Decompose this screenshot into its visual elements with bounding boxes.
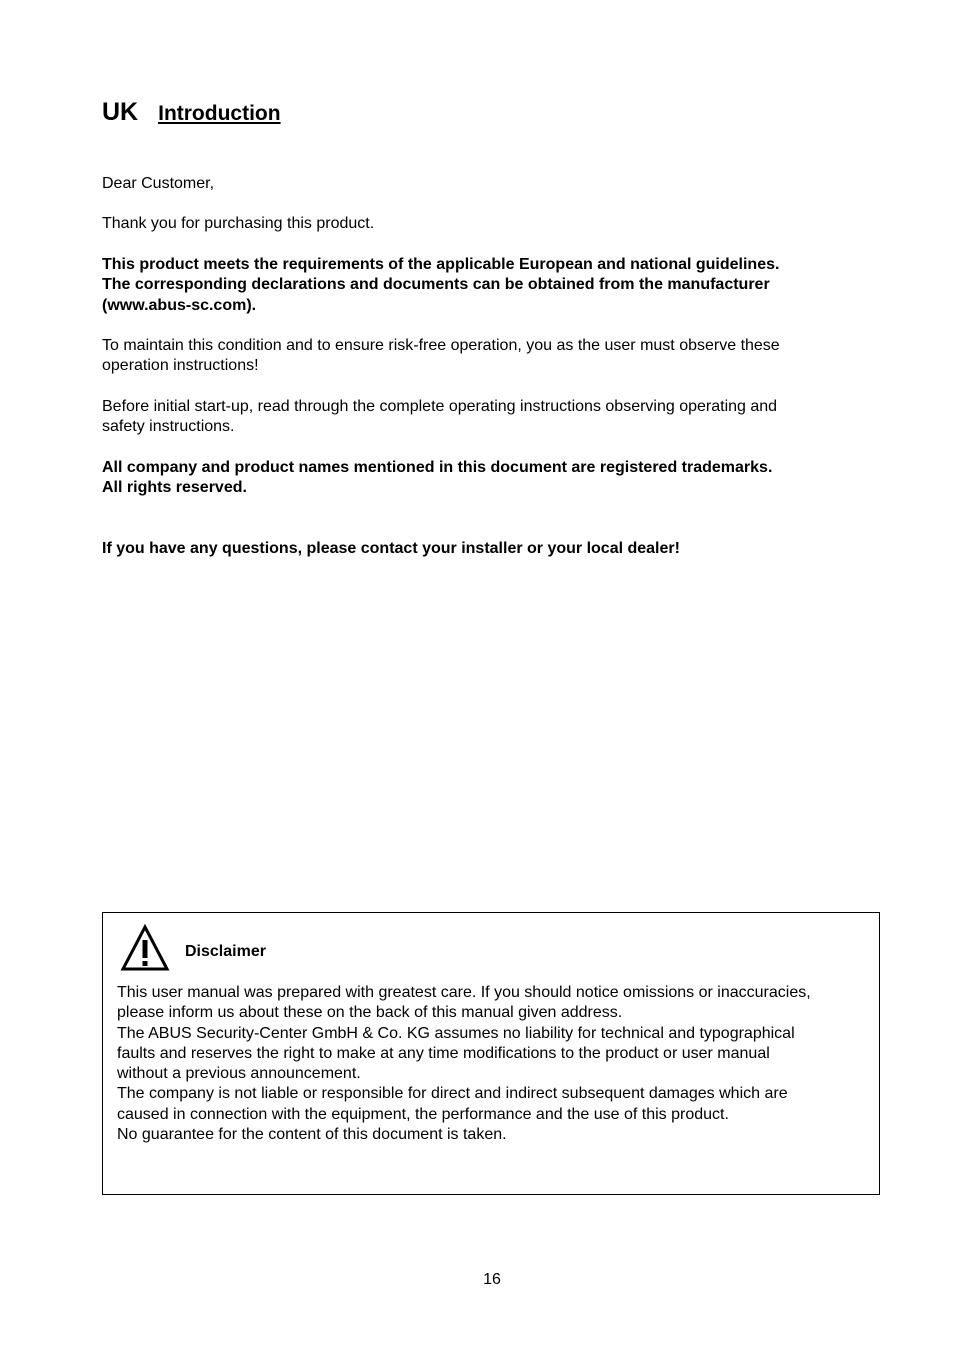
disclaimer-title: Disclaimer: [185, 943, 266, 960]
page-number: 16: [483, 1271, 501, 1288]
disclaimer-line: without a previous announcement.: [117, 1065, 361, 1083]
paragraph-line: operation instructions!: [102, 357, 259, 375]
disclaimer-line: please inform us about these on the back of this manual given address.: [117, 1004, 623, 1022]
paragraph-line: (www.abus-sc.com).: [102, 296, 257, 314]
disclaimer-line: caused in connection with the equipment, the performance and the use of this product.: [117, 1105, 729, 1123]
language-code: UK: [102, 98, 139, 126]
warning-triangle-icon: [120, 924, 170, 972]
disclaimer-line: No guarantee for the content of this document is taken.: [117, 1126, 507, 1144]
paragraph-line: All rights reserved.: [102, 479, 247, 497]
startup-paragraph: [102, 397, 892, 438]
disclaimer-line: faults and reserves the right to make at any time modifications to the product or user manual: [117, 1044, 770, 1062]
section-heading: [102, 98, 281, 127]
salutation: Dear Customer,: [102, 175, 215, 192]
maintain-paragraph: [102, 336, 892, 377]
paragraph-line: safety instructions.: [102, 418, 235, 436]
paragraph-line: All company and product names mentioned in this document are registered trademarks.: [102, 459, 773, 476]
disclaimer-line: The company is not liable or responsible for direct and indirect subsequent damages which are: [117, 1085, 788, 1103]
compliance-paragraph: [102, 255, 892, 316]
trademark-paragraph: [102, 458, 892, 499]
disclaimer-line: This user manual was prepared with greatest care. If you should notice omissions or inaccuracies,: [117, 984, 811, 1001]
disclaimer-text: [117, 983, 811, 1145]
paragraph-line: This product meets the requirements of the applicable European and national guidelines.: [102, 256, 780, 273]
disclaimer-box: [102, 912, 880, 1195]
page-title: Introduction: [158, 102, 281, 125]
paragraph-line: The corresponding declarations and documents can be obtained from the manufacturer: [102, 276, 770, 294]
disclaimer-line: The ABUS Security-Center GmbH & Co. KG assumes no liability for technical and typographical: [117, 1024, 795, 1042]
paragraph-line: To maintain this condition and to ensure risk-free operation, you as the user must observe these: [102, 337, 780, 354]
paragraph-line: Before initial start-up, read through the complete operating instructions observing operating and: [102, 398, 778, 415]
contact-paragraph: If you have any questions, please contact your installer or your local dealer!: [102, 540, 680, 557]
thanks-paragraph: Thank you for purchasing this product.: [102, 215, 375, 232]
